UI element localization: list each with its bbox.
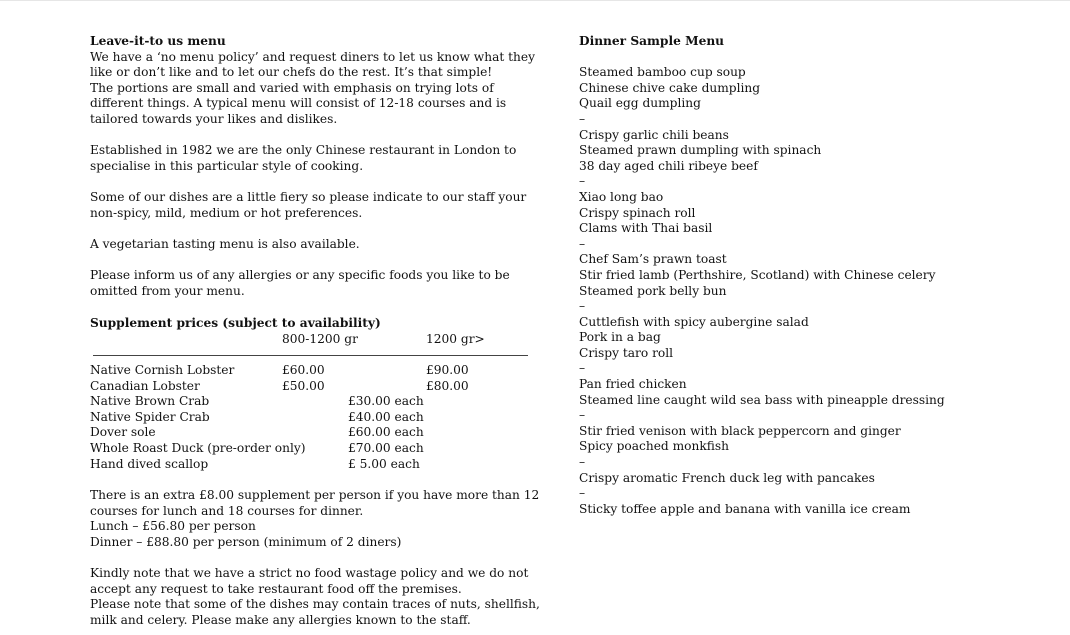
supplement-item-name: Canadian Lobster xyxy=(90,378,200,393)
dinner-menu-item: Xiao long bao xyxy=(579,189,664,204)
lunch-price: Lunch – £56.80 per person xyxy=(90,519,256,534)
course-separator: – xyxy=(579,408,586,423)
dinner-menu-item: Steamed line caught wild sea bass with pineapple dressing xyxy=(579,392,945,407)
dinner-menu-title: Dinner Sample Menu xyxy=(579,34,725,48)
supplement-item-name: Native Spider Crab xyxy=(90,409,210,424)
dinner-menu-item: 38 day aged chili ribeye beef xyxy=(579,158,758,173)
dinner-menu-item: Stir fried venison with black peppercorn and ginger xyxy=(579,423,901,438)
dinner-menu-item: Spicy poached monkfish xyxy=(579,439,729,454)
supplement-price-each: £70.00 each xyxy=(348,440,424,455)
supplement-row xyxy=(90,379,540,395)
dinner-menu-item: Steamed pork belly bun xyxy=(579,283,727,298)
supplement-item-name: Native Cornish Lobster xyxy=(90,363,235,377)
left-column xyxy=(90,34,540,299)
course-separator: – xyxy=(579,236,586,251)
course-separator: – xyxy=(579,299,586,314)
dinner-menu-item: Pork in a bag xyxy=(579,330,661,345)
course-separator: – xyxy=(579,361,586,376)
supplement-price-1200: £90.00 xyxy=(426,363,469,377)
intro-paragraph-1: We have a ‘no menu policy’ and request diners to let us know what they like or don’t like and to let our chefs do the rest. It’s that simple! xyxy=(90,49,535,80)
leave-it-to-us-title: Leave-it-to us menu xyxy=(90,34,226,48)
extra-supplement-paragraph: There is an extra £8.00 supplement per person if you have more than 12 courses for lunch and 18 courses for dinner. xyxy=(90,488,540,518)
supplement-price-1200: £80.00 xyxy=(426,378,469,393)
dinner-price: Dinner – £88.80 per person (minimum of 2 diners) xyxy=(90,534,402,549)
supplement-row xyxy=(90,441,540,457)
course-separator: – xyxy=(579,111,586,126)
supplement-row xyxy=(90,425,540,441)
supplement-item-name: Whole Roast Duck (pre-order only) xyxy=(90,440,306,455)
supplement-row xyxy=(90,457,540,473)
supplement-item-name: Dover sole xyxy=(90,425,156,440)
dinner-menu-item: Chinese chive cake dumpling xyxy=(579,80,761,95)
supplement-price-each: £60.00 each xyxy=(348,425,424,440)
supplement-row xyxy=(90,410,540,426)
food-wastage-paragraph: Kindly note that we have a strict no food wastage policy and we do not accept any request to take restaurant food off the premises. xyxy=(90,565,529,596)
vegetarian-paragraph: A vegetarian tasting menu is also available. xyxy=(90,236,360,251)
dinner-sample-menu xyxy=(579,34,999,517)
supplement-price-each: £40.00 each xyxy=(348,409,424,424)
allergies-paragraph: Please inform us of any allergies or any specific foods you like to be omitted from your menu. xyxy=(90,267,510,298)
dinner-menu-item: Pan fried chicken xyxy=(579,377,687,392)
dinner-menu-item: Chef Sam’s prawn toast xyxy=(579,252,727,267)
supplement-row xyxy=(90,363,540,379)
course-separator: – xyxy=(579,455,586,470)
supplement-row xyxy=(90,394,540,410)
dinner-menu-item: Crispy taro roll xyxy=(579,345,674,360)
established-paragraph: Established in 1982 we are the only Chinese restaurant in London to specialise in this particular style of cooking. xyxy=(90,143,517,173)
spicy-paragraph: Some of our dishes are a little fiery so please indicate to our staff your non-spicy, mild, medium or hot preferences. xyxy=(90,189,527,220)
dinner-menu-item: Stir fried lamb (Perthshire, Scotland) with Chinese celery xyxy=(579,267,936,282)
dinner-menu-item: Crispy aromatic French duck leg with pancakes xyxy=(579,470,875,485)
supplement-price-800: £60.00 xyxy=(282,363,325,377)
bottom-notes xyxy=(90,488,540,628)
supplement-title: Supplement prices (subject to availability) xyxy=(90,316,381,330)
dinner-menu-item: Crispy spinach roll xyxy=(579,205,696,220)
supplement-item-name: Native Brown Crab xyxy=(90,394,210,409)
supplement-price-each: £ 5.00 each xyxy=(348,456,420,471)
supplement-col-header-1200: 1200 gr> xyxy=(426,332,485,346)
course-separator: – xyxy=(579,486,586,501)
course-separator: – xyxy=(579,174,586,189)
supplement-col-header-800: 800-1200 gr xyxy=(282,332,358,346)
supplement-divider xyxy=(93,355,528,356)
dinner-menu-item: Clams with Thai basil xyxy=(579,221,713,236)
dinner-menu-item: Steamed prawn dumpling with spinach xyxy=(579,143,822,158)
dinner-menu-item: Steamed bamboo cup soup xyxy=(579,65,746,80)
supplement-table xyxy=(90,363,540,472)
dinner-menu-item: Cuttlefish with spicy aubergine salad xyxy=(579,314,809,329)
dinner-menu-item: Crispy garlic chili beans xyxy=(579,127,729,142)
top-border xyxy=(0,0,1070,1)
allergen-traces-paragraph: Please note that some of the dishes may contain traces of nuts, shellfish, milk and celery. Please make any allergies known to the staff. xyxy=(90,597,540,627)
intro-paragraph-2: The portions are small and varied with emphasis on trying lots of different things. A typical menu will consist of 12-18 courses and is tailored towards your likes and dislikes. xyxy=(90,80,507,126)
supplement-item-name: Hand dived scallop xyxy=(90,456,209,471)
dinner-menu-item: Sticky toffee apple and banana with vanilla ice cream xyxy=(579,501,911,516)
dinner-menu-item: Quail egg dumpling xyxy=(579,96,701,111)
supplement-price-800: £50.00 xyxy=(282,378,325,393)
supplement-price-each: £30.00 each xyxy=(348,394,424,409)
